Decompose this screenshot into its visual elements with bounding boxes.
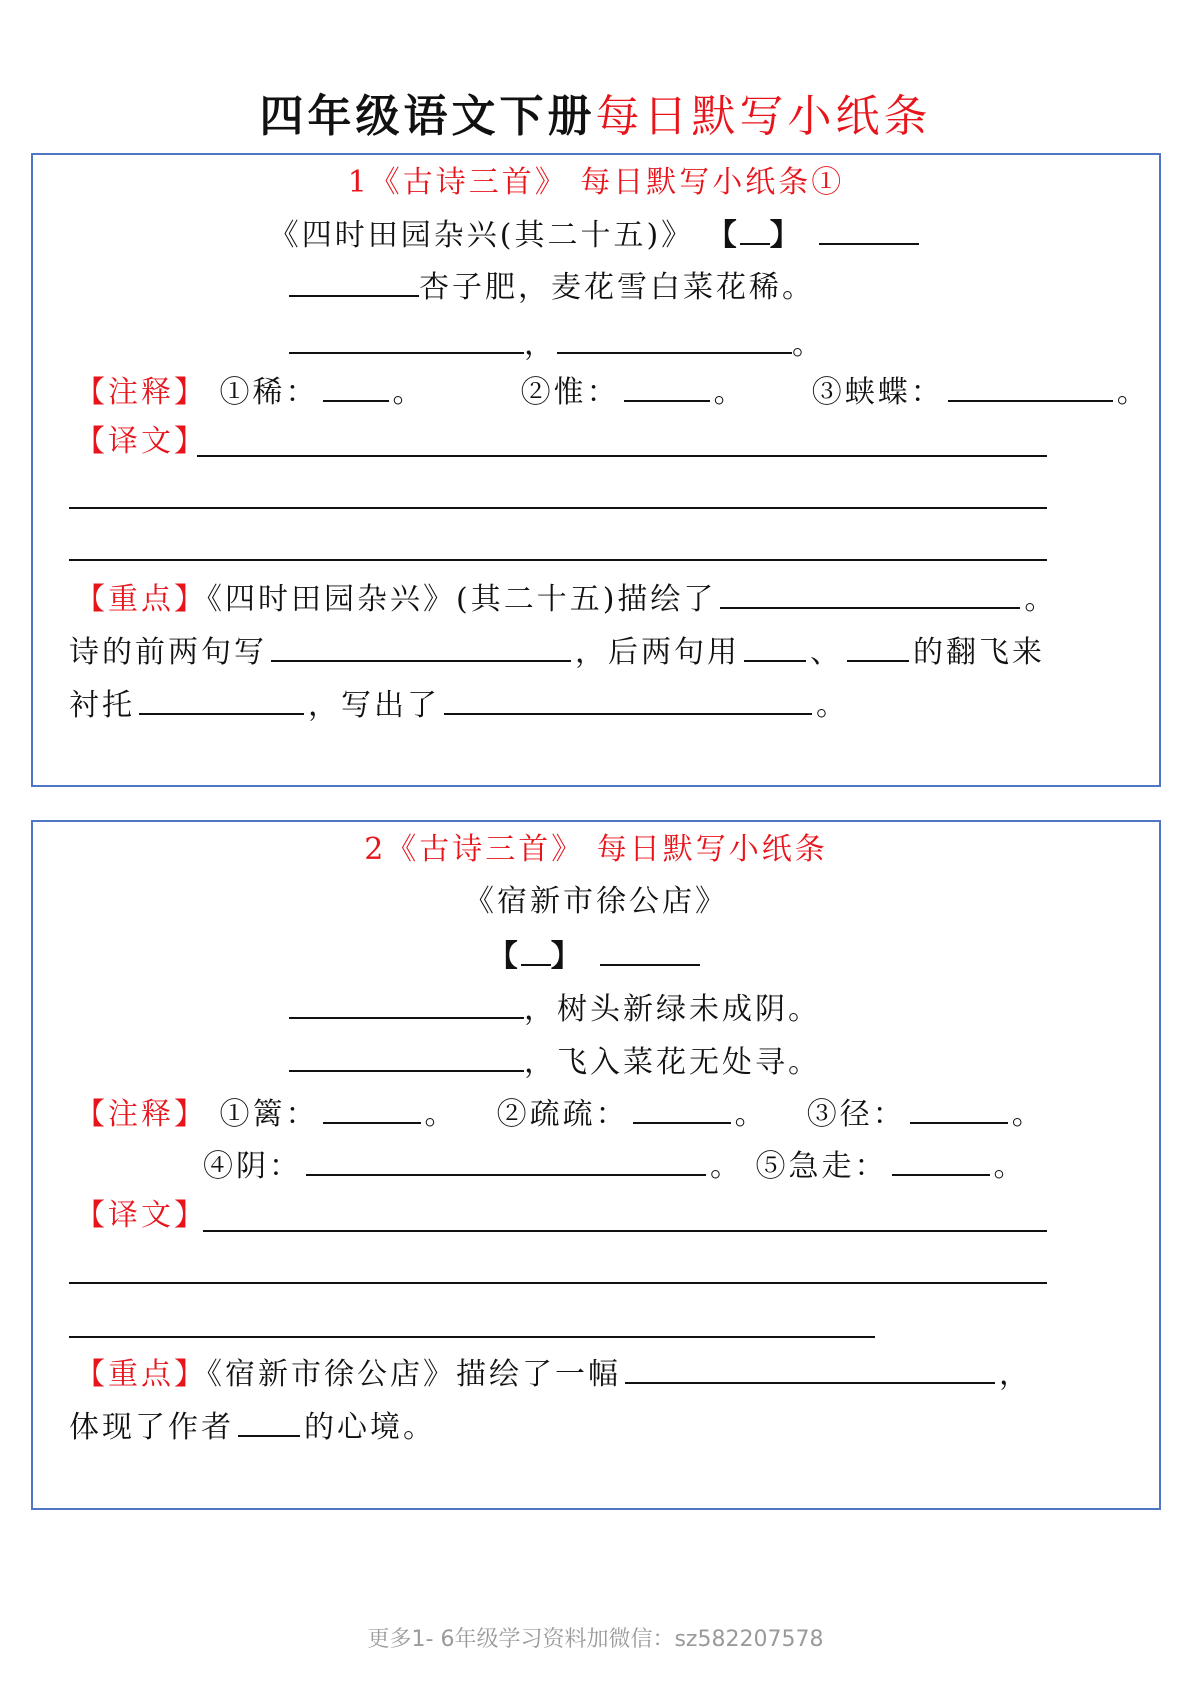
key-point-row-3: 衬托 ，写出了 。 — [69, 683, 849, 726]
dictation-card-1 — [31, 153, 1161, 787]
notes-row-2: ④阴： 。 ⑤急走： 。 — [203, 1144, 1027, 1187]
dynasty-blank[interactable] — [521, 934, 551, 966]
poem-title: 《四时田园杂兴(其二十五)》 — [268, 218, 695, 253]
poem-title: 《宿新市徐公店》 — [464, 884, 728, 919]
page-title — [0, 80, 1191, 144]
page-title-main: 四年级语文下册 — [259, 91, 596, 142]
poem-blank[interactable] — [289, 987, 524, 1019]
note-blank[interactable] — [633, 1092, 731, 1124]
key-point-row-2: 诗的前两句写 ，后两句用 、 的翻飞来 — [69, 630, 1045, 673]
translation-line[interactable] — [197, 455, 1047, 457]
note-blank[interactable] — [624, 370, 710, 402]
card-heading: 1《古诗三首》 每日默写小纸条① — [347, 165, 845, 200]
card-heading: 2《古诗三首》 每日默写小纸条 — [364, 832, 828, 867]
translation-line[interactable] — [69, 559, 1047, 561]
key-blank[interactable] — [271, 630, 571, 662]
note-blank[interactable] — [892, 1144, 990, 1176]
note-blank[interactable] — [948, 370, 1113, 402]
translation-line[interactable] — [69, 1336, 875, 1338]
poem-blank[interactable] — [557, 322, 792, 354]
note-blank[interactable] — [323, 1092, 421, 1124]
footer-watermark: 更多1- 6年级学习资料加微信：sz582207578 — [367, 1627, 824, 1652]
translation-line[interactable] — [69, 1282, 1047, 1284]
key-point-row-1: 【重点】《宿新市徐公店》描绘了一幅 ， — [75, 1352, 1032, 1395]
poem-line-2: ， 。 — [289, 322, 825, 365]
notes-label: 【注释】 — [75, 375, 207, 410]
author-blank[interactable] — [819, 213, 919, 245]
poem-line-1: ，树头新绿未成阴。 — [289, 987, 821, 1030]
notes-row-1: 【注释】 ①篱： 。 ②疏疏： 。 ③径： 。 — [75, 1092, 1045, 1135]
key-blank[interactable] — [238, 1405, 300, 1437]
note-blank[interactable] — [323, 370, 389, 402]
translation-label: 【译文】 — [75, 424, 207, 459]
key-blank[interactable] — [744, 630, 806, 662]
author-blank[interactable] — [600, 934, 700, 966]
poem-blank[interactable] — [289, 322, 524, 354]
key-blank[interactable] — [139, 683, 304, 715]
translation-line[interactable] — [69, 507, 1047, 509]
dictation-card-2 — [31, 820, 1161, 1510]
notes-row: 【注释】 ①稀： 。 ②惟： 。 ③蛱蝶： 。 — [75, 370, 1150, 413]
notes-label: 【注释】 — [75, 1097, 207, 1132]
poem-blank[interactable] — [289, 265, 419, 297]
key-blank[interactable] — [444, 683, 812, 715]
key-label: 【重点】 — [75, 1357, 207, 1392]
key-blank[interactable] — [720, 577, 1020, 609]
page-title-highlight: 每日默写小纸条 — [595, 91, 932, 142]
dynasty-blank[interactable] — [740, 213, 770, 245]
key-blank[interactable] — [847, 630, 909, 662]
author-row: 【 】 — [33, 934, 1159, 977]
poem-line-1: 杏子肥，麦花雪白菜花稀。 — [289, 265, 815, 308]
key-point-row-1: 【重点】《四时田园杂兴》(其二十五)描绘了 。 — [75, 577, 1057, 620]
key-label: 【重点】 — [75, 582, 207, 617]
note-blank[interactable] — [910, 1092, 1008, 1124]
translation-line[interactable] — [203, 1230, 1047, 1232]
poem-line-2: ，飞入菜花无处寻。 — [289, 1040, 821, 1083]
key-point-row-2: 体现了作者 的心境。 — [69, 1405, 436, 1448]
poem-title-row: 《四时田园杂兴(其二十五)》 【 】 — [33, 213, 1159, 256]
poem-blank[interactable] — [289, 1040, 524, 1072]
translation-label: 【译文】 — [75, 1198, 207, 1233]
key-blank[interactable] — [625, 1352, 995, 1384]
note-blank[interactable] — [306, 1144, 706, 1176]
